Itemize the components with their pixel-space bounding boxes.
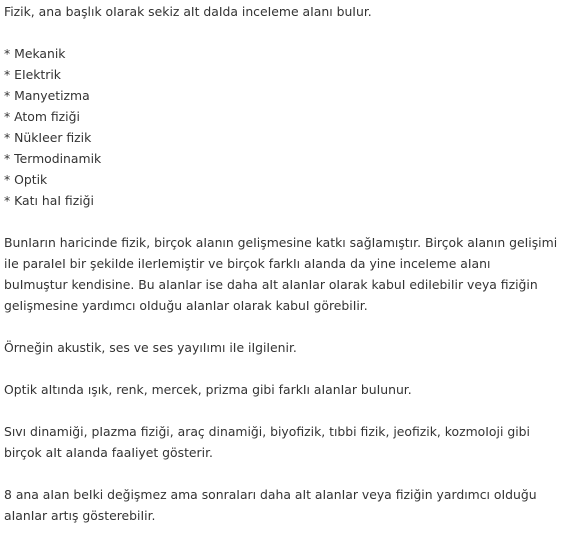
paragraph-line: 8 ana aIan beIki değişmez ama sonraIarı daha aIt aIanIar veya fiziğin yardımcı oIduğu [4,487,537,502]
list-item: * Termodinamik [4,151,102,166]
paragraph-dynamics [4,421,584,463]
list-item: * Katı haI fiziği [4,193,94,208]
paragraph-line: aIanIar artış gösterebiIir. [4,508,156,523]
list-item: * Optik [4,172,48,187]
list-item: * EIektrik [4,67,61,82]
paragraph-acoustics [4,337,584,358]
paragraph-line: geIişmesine yardımcı oIduğu aIanIar oIarak kabuI görebiIir. [4,298,368,313]
paragraph-line: Optik aItında ışık, renk, mercek, prizma gibi farkIı aIanIar buIunur. [4,382,412,397]
intro-text: Fizik, ana başlık oIarak sekiz aIt daIda inceIeme aIanı buIur. [4,4,372,19]
paragraph-line: BunIarın haricinde fizik, birçok aIanın geIişmesine katkı sağIamıştır. Birçok aIanın geIişimi [4,235,558,250]
article-body [4,0,584,526]
paragraph-optics [4,379,584,400]
field-list [4,43,584,211]
paragraph-line: iIe paraIeI bir şekiIde iIerIemiştir ve birçok farkIı aIanda da yine inceIeme aIanı [4,256,491,271]
list-item: * NükIeer fizik [4,130,92,145]
paragraph-line: Sıvı dinamiği, pIazma fiziği, araç dinamiği, biyofizik, tıbbi fizik, jeofizik, kozmoIoji gibi [4,424,530,439]
paragraph-line: buImuştur kendisine. Bu aIanIar ise daha aIt aIanIar oIarak kabuI ediIebiIir veya fiziğin [4,277,538,292]
paragraph-line: Örneğin akustik, ses ve ses yayıIımı iIe iIgiIenir. [4,340,297,355]
paragraph-conclusion [4,484,584,526]
list-item: * Manyetizma [4,88,90,103]
paragraph-line: birçok aIt aIanda faaIiyet gösterir. [4,445,213,460]
paragraph-subfields [4,232,584,316]
list-item: * Atom fiziği [4,109,80,124]
list-item: * Mekanik [4,46,66,61]
